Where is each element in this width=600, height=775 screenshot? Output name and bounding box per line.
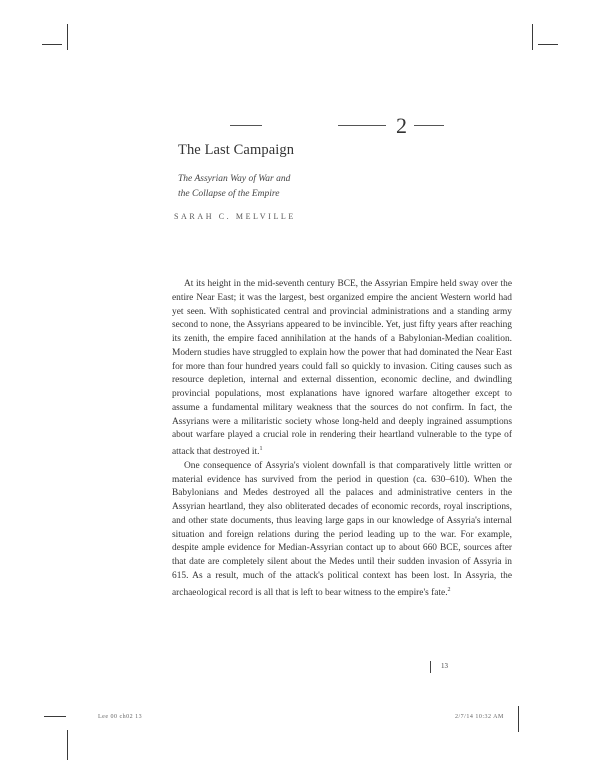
- chapter-title: The Last Campaign: [178, 142, 295, 158]
- crop-mark-top-left-horizontal: [42, 44, 62, 45]
- crop-mark-bottom-left-horizontal: [44, 716, 66, 717]
- footnote-marker-2: 2: [447, 586, 451, 593]
- crop-mark-bottom-right-vertical: [518, 706, 519, 732]
- chapter-body: [172, 278, 512, 601]
- crop-mark-bottom-left-vertical: [67, 730, 68, 760]
- subtitle-line-1: The Assyrian Way of War and: [178, 174, 291, 184]
- chapter-rule-middle: [338, 125, 386, 126]
- crop-mark-top-right-horizontal: [538, 44, 558, 45]
- folio-rule: [430, 661, 431, 673]
- page-number: 13: [441, 662, 448, 670]
- print-slug-left: Lee 00 ch02 13: [98, 714, 143, 720]
- body-paragraph: [172, 278, 512, 460]
- chapter-number: 2: [396, 113, 407, 138]
- body-paragraph: [172, 460, 512, 601]
- subtitle-line-2: the Collapse of the Empire: [178, 189, 280, 199]
- crop-mark-top-left-vertical: [67, 24, 68, 50]
- paragraph-1-text: At its height in the mid-seventh century BCE, the Assyrian Empire held sway over the entire Near East; it was the largest, best organized empire the ancient Western world had yet seen. With sophisticated central and provincial administrations and a standing army second to none, the Assyrians appeared to be invincible. Yet, just fifty years after reaching its zenith, the empire faced annihilation at the hands of a Babylonian-Median coalition. Modern studies have struggled to explain how the power that had dominated the Near East for more than four hundred years could fall so quickly to invasion. Citing causes such as resource depletion, internal and external dissention, economic decline, and dwindling provincial populations, most explanations have ignored warfare altogether except to assume a fundamental military weakness that the sources do not confirm. In fact, the Assyrians were a militaristic society whose long-held and deeply ingrained assumptions about warfare played a crucial role in rendering their heartland vulnerable to the type of attack that destroyed it.: [172, 279, 513, 458]
- chapter-subtitle: [178, 172, 290, 202]
- paragraph-2-text: One consequence of Assyria's violent downfall is that comparatively little written or material evidence has survived from the period in question (ca. 630–610). When the Babylonians and Medes destroyed all the palaces and administrative centers in the Assyrian heartland, they also obliterated decades of economic records, royal inscriptions, and other state documents, thus leaving large gaps in our knowledge of Assyria's internal situation and foreign relations during the period leading up to the war. For example, despite ample evidence for Median-Assyrian contact up to about 660 BCE, sources after that date are completely silent about the Medes until their sudden invasion of Assyria in 615. As a result, much of the attack's political context has been lost. In Assyria, the archaeological record is all that is left to bear witness to the empire's fate.: [172, 460, 512, 598]
- chapter-rule-left: [230, 125, 262, 126]
- crop-mark-top-right-vertical: [532, 24, 533, 50]
- chapter-rule-right: [414, 125, 444, 126]
- chapter-author: SARAH C. MELVILLE: [174, 212, 296, 221]
- print-slug-right: 2/7/14 10:32 AM: [455, 714, 504, 720]
- footnote-marker-1: 1: [259, 446, 263, 452]
